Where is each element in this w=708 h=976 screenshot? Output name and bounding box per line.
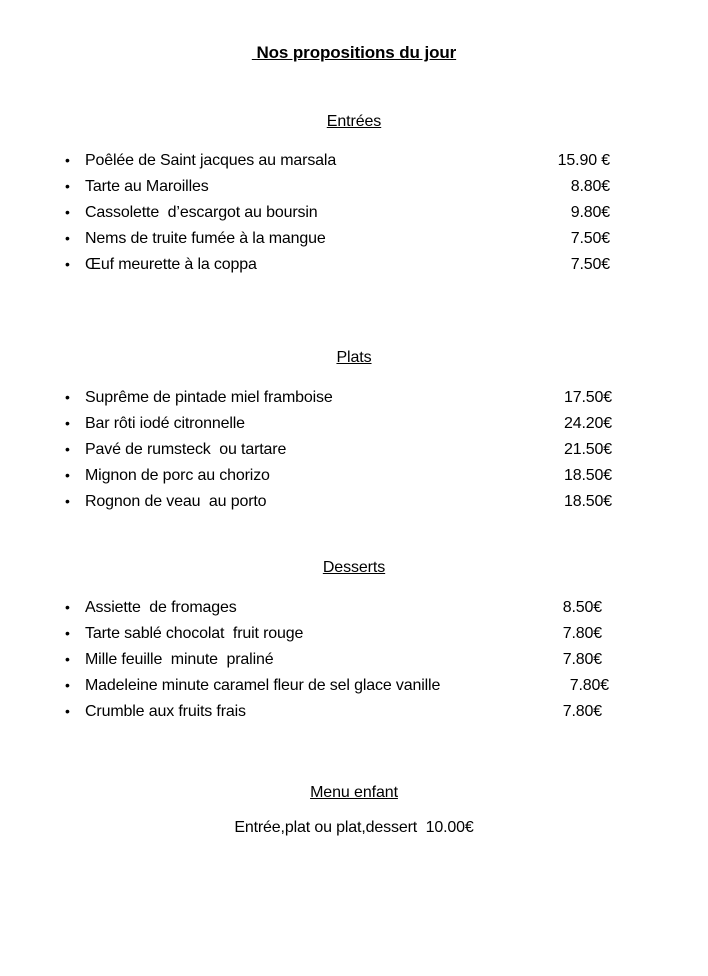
item-name: Mignon de porc au chorizo [85,467,270,484]
section-heading-entrees [0,113,708,131]
item-name: Suprême de pintade miel framboise [85,389,333,406]
item-name: Œuf meurette à la coppa [85,256,257,273]
plats-list [65,384,612,514]
bullet-icon: • [65,152,70,168]
bullet-icon: • [65,599,70,615]
bullet-icon: • [65,467,70,483]
item-price: 7.50€ [570,230,610,247]
item-price: 24.20€ [563,415,612,432]
item-name: Nems de truite fumée à la mangue [85,230,326,247]
bullet-icon: • [65,677,70,693]
item-name: Tarte au Maroilles [85,178,209,195]
item-price: 7.80€ [562,703,602,720]
section-heading-entrees-text: Entrées [326,113,382,130]
item-name: Mille feuille minute praliné [85,651,274,668]
menu-item [65,147,610,173]
bullet-icon: • [65,204,70,220]
item-price: 8.80€ [570,178,610,195]
menu-item [65,620,602,646]
bullet-icon: • [65,625,70,641]
bullet-icon: • [65,703,70,719]
menu-item [65,462,612,488]
item-price: 21.50€ [563,441,612,458]
desserts-list [65,594,609,724]
item-name: Poêlée de Saint jacques au marsala [85,152,337,169]
menu-item [65,672,609,698]
item-price: 15.90 € [557,152,610,169]
menu-item [65,646,602,672]
item-price: 7.80€ [569,677,609,694]
section-heading-desserts-text: Desserts [322,559,386,576]
item-name: Crumble aux fruits frais [85,703,246,720]
menu-item [65,594,602,620]
menu-item [65,698,602,724]
item-price: 7.80€ [562,651,602,668]
menu-item [65,225,610,251]
menu-item [65,436,612,462]
page-title-text: Nos propositions du jour [256,43,457,62]
footer-heading [0,784,708,802]
entrees-list [65,147,610,277]
item-name: Madeleine minute caramel fleur de sel glace vanille [85,677,441,694]
footer-heading-text: Menu enfant [310,784,398,801]
bullet-icon: • [65,415,70,431]
bullet-icon: • [65,256,70,272]
item-name: Cassolette d’escargot au boursin [85,204,318,221]
bullet-icon: • [65,651,70,667]
item-price: 8.50€ [562,599,602,616]
section-heading-plats [0,349,708,367]
item-price: 9.80€ [570,204,610,221]
item-name: Bar rôti iodé citronnelle [85,415,245,432]
menu-item [65,384,612,410]
item-price: 7.50€ [570,256,610,273]
item-name: Pavé de rumsteck ou tartare [85,441,287,458]
menu-item [65,410,612,436]
menu-item [65,173,610,199]
section-heading-plats-text: Plats [336,349,372,366]
item-price: 17.50€ [563,389,612,406]
item-price: 18.50€ [563,493,612,510]
bullet-icon: • [65,178,70,194]
bullet-icon: • [65,230,70,246]
section-heading-desserts [0,559,708,577]
page-title [0,43,708,63]
item-price: 7.80€ [562,625,602,642]
item-name: Tarte sablé chocolat fruit rouge [85,625,304,642]
bullet-icon: • [65,441,70,457]
item-name: Rognon de veau au porto [85,493,267,510]
item-price: 18.50€ [563,467,612,484]
menu-item [65,488,612,514]
menu-item [65,251,610,277]
bullet-icon: • [65,389,70,405]
footer-line: Entrée,plat ou plat,dessert 10.00€ [234,819,474,836]
menu-item [65,199,610,225]
bullet-icon: • [65,493,70,509]
item-name: Assiette de fromages [85,599,237,616]
